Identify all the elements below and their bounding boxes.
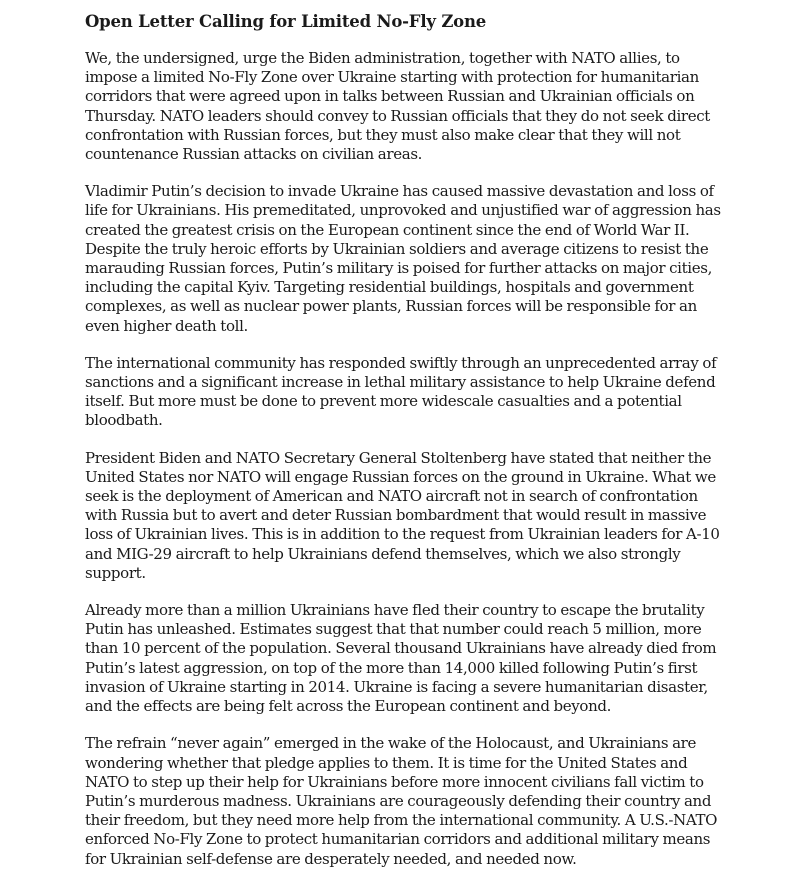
paragraph-refugees: Already more than a million Ukrainians have fled their country to escape the brutality Putin has unleashed. Estimates suggest that that number could reach 5 million, more than 10 percent of the population. Several thousand Ukrainians have already died from Putin’s latest aggression, on top of the more than 14,000 killed following Putin’s first invasion of Ukraine starting in 2014. Ukraine is facing a severe humanitarian disaster, and the effects are being felt across the European continent and beyond. bbox=[85, 601, 717, 716]
paragraph-aircraft-request: President Biden and NATO Secretary General Stoltenberg have stated that neither the United States nor NATO will engage Russian forces on the ground in Ukraine. What we seek is the deployment of American and NATO aircraft not in search of confrontation with Russia but to avert and deter Russian bombardment that would result in massive loss of Ukrainian lives. This is in addition to the request from Ukrainian leaders for A-10 and MIG-29 aircraft to help Ukrainians defend themselves, which we also strongly support. bbox=[85, 448, 720, 582]
paragraph-invasion: Vladimir Putin’s decision to invade Ukraine has caused massive devastation and loss of life for Ukrainians. His premeditated, unprovoked and unjustified war of aggression has created the greatest crisis on the European continent since the end of World War II. Despite the truly heroic efforts by Ukrainian soldiers and average citizens to resist the marauding Russian forces, Putin’s military is poised for further attacks on major cities, including the capital Kyiv. Targeting residential buildings, hospitals and government complexes, as well as nuclear power plants, Russian forces will be responsible for an even higher death toll. bbox=[85, 182, 721, 335]
paragraph-international-response: The international community has responded swiftly through an unprecedented array of sanctions and a significant increase in lethal military assistance to help Ukraine defend itself. But more must be done to prevent more widescale casualties and a potential bloodbath. bbox=[85, 353, 717, 430]
letter-title: Open Letter Calling for Limited No-Fly Zone bbox=[85, 12, 487, 31]
paragraph-conclusion: The refrain “never again” emerged in the wake of the Holocaust, and Ukrainians are wondering whether that pledge applies to them. It is time for the United States and NATO to step up their help for Ukrainians before more innocent civilians fall victim to Putin’s murderous madness. Ukrainians are courageously defending their country and their freedom, but they need more help from the international community. A U.S.-NATO enforced No-Fly Zone to protect humanitarian corridors and additional military means for Ukrainian self-defense are desperately needed, and needed now. bbox=[85, 734, 718, 868]
paragraph-intro: We, the undersigned, urge the Biden administration, together with NATO allies, to impose a limited No-Fly Zone over Ukraine starting with protection for humanitarian corridors that were agreed upon in talks between Russian and Ukrainian officials on Thursday. NATO leaders should convey to Russian officials that they do not seek direct confrontation with Russian forces, but they must also make clear that they will not countenance Russian attacks on civilian areas. bbox=[85, 49, 710, 164]
letter-document bbox=[85, 10, 725, 887]
